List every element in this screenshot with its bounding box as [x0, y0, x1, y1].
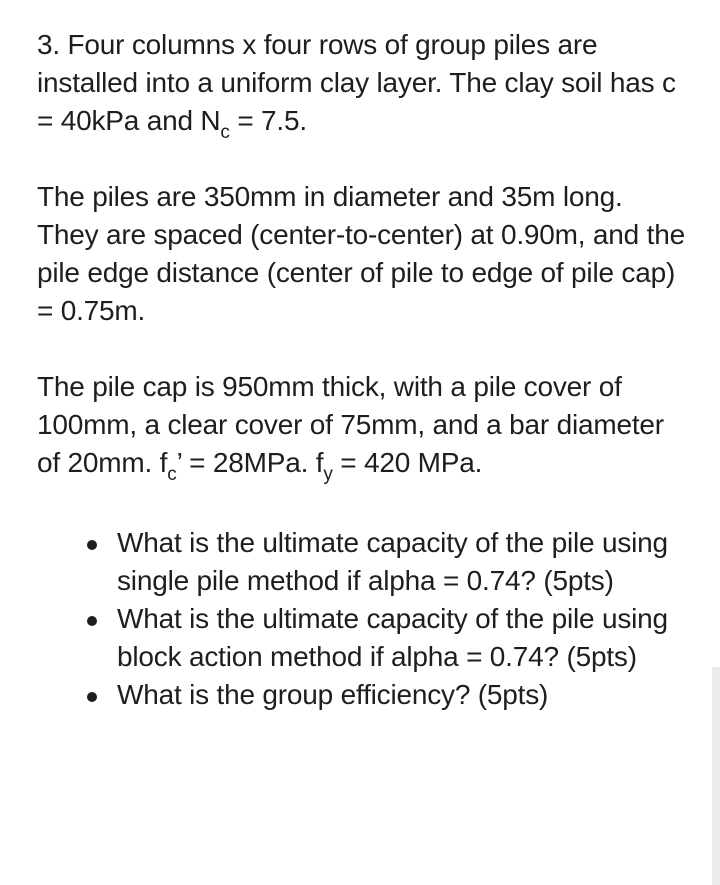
list-item	[117, 676, 687, 714]
pile-cap-text: The pile cap is 950mm thick, with a pile cover of 100mm, a clear cover of 75mm, and a bar diameter of 20mm. f	[37, 371, 664, 478]
fy-subscript: y	[323, 464, 333, 485]
bullet-icon	[87, 616, 97, 626]
question-list	[37, 524, 687, 714]
fc-subscript: c	[167, 464, 177, 485]
list-item	[117, 524, 687, 600]
pile-dimensions-paragraph: The piles are 350mm in diameter and 35m long. They are spaced (center-to-center) at 0.90m, and the pile edge distance (center of pile to edge of pile cap) = 0.75m.	[37, 181, 685, 326]
pile-cap-text-mid: ’ = 28MPa. f	[176, 447, 324, 478]
intro-text: 3. Four columns x four rows of group piles are installed into a uniform clay layer. The clay soil has c = 40kPa and N	[37, 29, 676, 136]
question-text: What is the ultimate capacity of the pile using single pile method if alpha = 0.74? (5pts)	[117, 527, 668, 596]
pile-cap-paragraph	[37, 368, 687, 485]
bullet-icon	[87, 692, 97, 702]
problem-intro-paragraph	[37, 26, 687, 143]
intro-text-end: = 7.5.	[229, 105, 307, 136]
bearing-factor-subscript: c	[220, 122, 230, 143]
question-text: What is the ultimate capacity of the pile using block action method if alpha = 0.74? (5pts)	[117, 603, 668, 672]
question-text: What is the group efficiency? (5pts)	[117, 679, 549, 710]
problem-text	[37, 26, 687, 714]
pile-cap-text-end: = 420 MPa.	[332, 447, 483, 478]
bullet-icon	[87, 540, 97, 550]
scrollbar-track[interactable]	[712, 667, 720, 885]
list-item	[117, 600, 687, 676]
